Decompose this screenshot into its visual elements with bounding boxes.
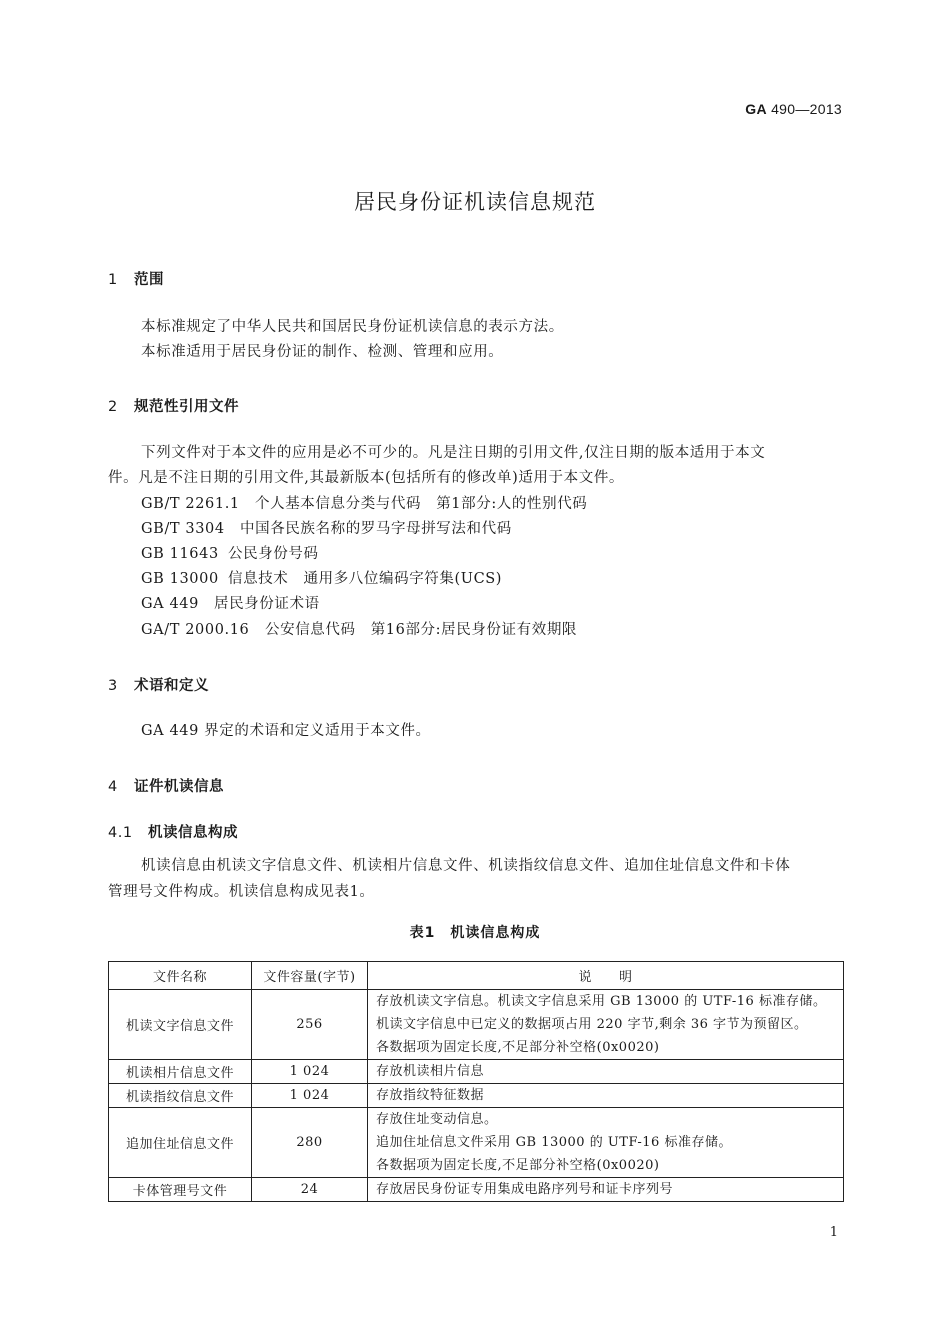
reference-code: GB 13000 [141, 571, 219, 587]
cell-file-name: 机读文字信息文件 [109, 990, 252, 1060]
page-number: 1 [829, 1225, 838, 1240]
section-2-heading [108, 395, 239, 416]
section-number: 1 [108, 272, 118, 288]
table-caption: 表1 机读信息构成 [409, 925, 541, 941]
cell-file-name: 机读指纹信息文件 [109, 1084, 252, 1108]
info-table [108, 961, 844, 1202]
reference-code: GB 11643 [141, 546, 219, 562]
cell-description [368, 990, 844, 1060]
column-header: 文件名称 [109, 962, 252, 990]
description-line: 存放居民身份证专用集成电路序列号和证卡序列号 [376, 1182, 674, 1197]
reference-title: 信息技术 通用多八位编码字符集(UCS) [228, 571, 503, 587]
cell-description [368, 1060, 844, 1084]
reference-title: 公安信息代码 第16部分:居民身份证有效期限 [265, 622, 578, 638]
paragraph: 管理号文件构成。机读信息构成见表1。 [108, 884, 375, 900]
standard-prefix: GA [745, 101, 767, 117]
subsection-number: 4.1 [108, 825, 133, 841]
reference-item [141, 492, 587, 517]
reference-title: 居民身份证术语 [214, 596, 320, 612]
section-4-heading [108, 775, 224, 796]
cell-file-name: 卡体管理号文件 [109, 1178, 252, 1202]
column-header: 说 明 [368, 962, 844, 990]
section-number: 4 [108, 779, 118, 795]
table-row [109, 1060, 844, 1084]
section-title: 范围 [134, 272, 164, 288]
reference-code: GA 449 [141, 596, 199, 612]
section-1-heading [108, 268, 164, 289]
reference-item [141, 592, 320, 617]
description-line: 存放住址变动信息。 [376, 1112, 498, 1127]
reference-item [141, 517, 512, 542]
cell-description [368, 1108, 844, 1178]
subsection-4-1-heading [108, 821, 238, 842]
column-header: 文件容量(字节) [252, 962, 368, 990]
paragraph: 机读信息由机读文字信息文件、机读相片信息文件、机读指纹信息文件、追加住址信息文件和卡体 [141, 858, 791, 874]
section-number: 2 [108, 399, 118, 415]
cell-description [368, 1084, 844, 1108]
description-line: 追加住址信息文件采用 GB 13000 的 UTF-16 标准存储。 [376, 1135, 732, 1150]
description-line: 各数据项为固定长度,不足部分补空格(0x0020) [376, 1040, 660, 1055]
section-title: 证件机读信息 [134, 779, 224, 795]
description-line: 存放机读相片信息 [376, 1064, 485, 1079]
cell-file-size: 256 [252, 990, 368, 1060]
paragraph: GA 449 界定的术语和定义适用于本文件。 [141, 723, 431, 739]
paragraph: 件。凡是不注日期的引用文件,其最新版本(包括所有的修改单)适用于本文件。 [108, 470, 625, 486]
description-line: 存放机读文字信息。机读文字信息采用 GB 13000 的 UTF-16 标准存储。 [376, 994, 827, 1009]
document-title: 居民身份证机读信息规范 [354, 190, 596, 214]
reference-title: 公民身份号码 [228, 546, 319, 562]
reference-title: 个人基本信息分类与代码 第1部分:人的性别代码 [255, 496, 588, 512]
cell-file-name: 机读相片信息文件 [109, 1060, 252, 1084]
description-line: 各数据项为固定长度,不足部分补空格(0x0020) [376, 1158, 660, 1173]
reference-code: GA/T 2000.16 [141, 622, 250, 638]
section-number: 3 [108, 678, 118, 694]
subsection-title: 机读信息构成 [148, 825, 238, 841]
cell-file-name: 追加住址信息文件 [109, 1108, 252, 1178]
cell-file-size: 1 024 [252, 1060, 368, 1084]
cell-file-size: 24 [252, 1178, 368, 1202]
table-row [109, 1084, 844, 1108]
description-line: 机读文字信息中已定义的数据项占用 220 字节,剩余 36 字节为预留区。 [376, 1017, 808, 1032]
reference-code: GB/T 2261.1 [141, 496, 240, 512]
standard-code [745, 101, 842, 117]
reference-code: GB/T 3304 [141, 521, 225, 537]
section-title: 规范性引用文件 [134, 399, 239, 415]
paragraph: 下列文件对于本文件的应用是必不可少的。凡是注日期的引用文件,仅注日期的版本适用于本文 [141, 445, 766, 461]
description-line: 存放指纹特征数据 [376, 1088, 485, 1103]
cell-file-size: 1 024 [252, 1084, 368, 1108]
cell-description [368, 1178, 844, 1202]
table-row [109, 1178, 844, 1202]
standard-number: 490—2013 [771, 101, 842, 117]
table-header-row [109, 962, 844, 990]
reference-item [141, 618, 577, 643]
table-row [109, 990, 844, 1060]
section-title: 术语和定义 [134, 678, 209, 694]
paragraph: 本标准规定了中华人民共和国居民身份证机读信息的表示方法。 [141, 319, 564, 335]
reference-item [141, 567, 502, 592]
section-3-heading [108, 674, 209, 695]
reference-title: 中国各民族名称的罗马字母拼写法和代码 [240, 521, 512, 537]
cell-file-size: 280 [252, 1108, 368, 1178]
paragraph: 本标准适用于居民身份证的制作、检测、管理和应用。 [141, 344, 504, 360]
table-row [109, 1108, 844, 1178]
reference-item [141, 542, 319, 567]
